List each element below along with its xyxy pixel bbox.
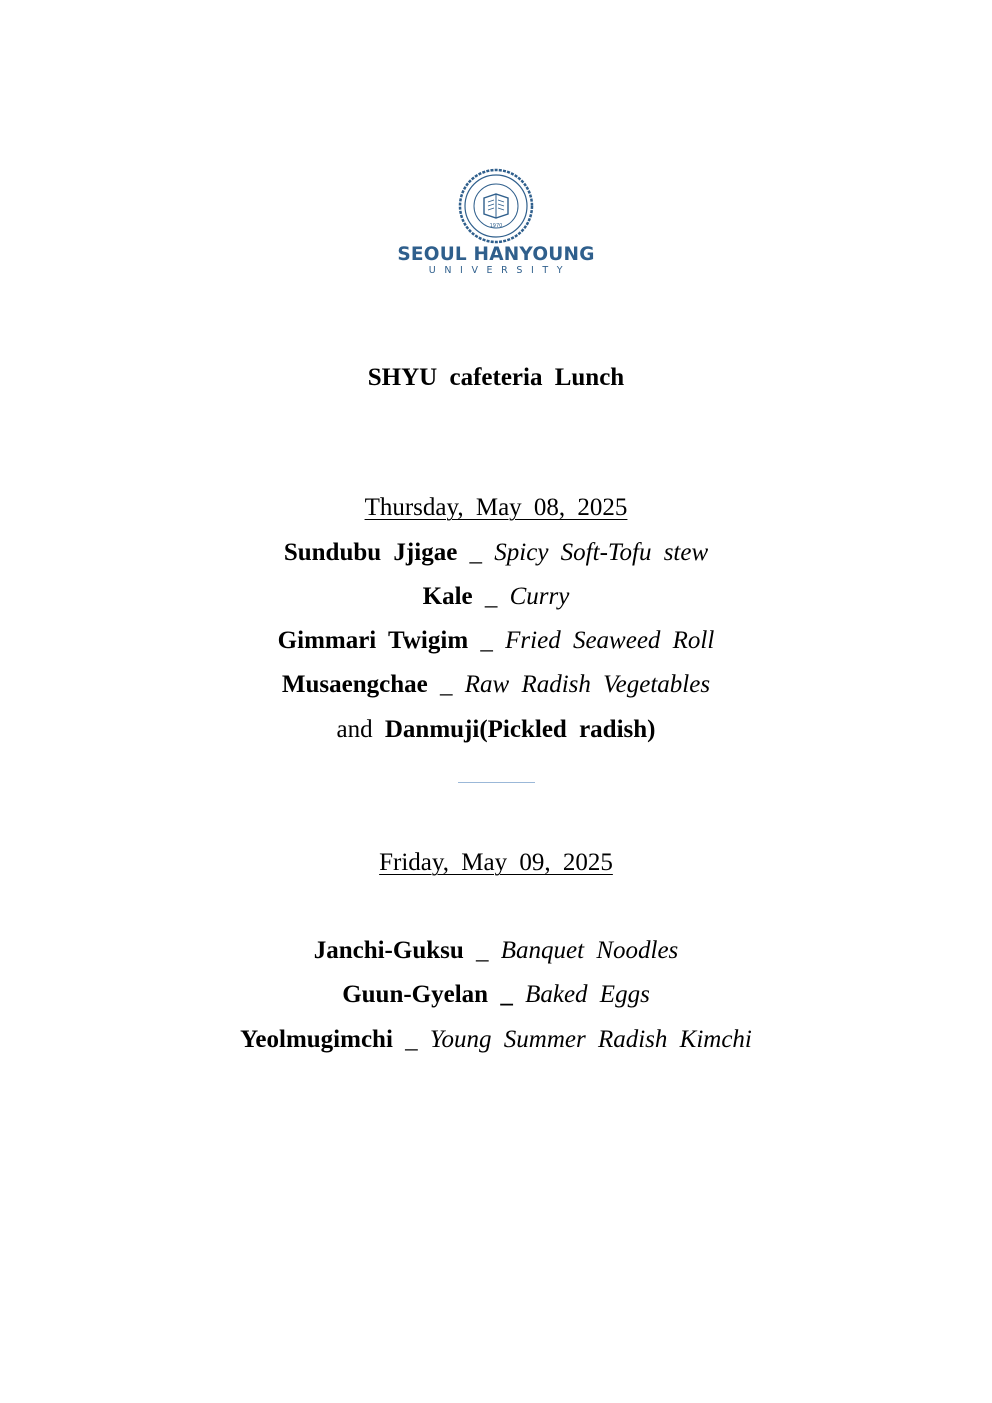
dish-description: Curry [509, 583, 570, 610]
university-seal-icon [458, 168, 534, 244]
section-divider [458, 782, 535, 783]
menu-item [0, 670, 992, 700]
dish-name: Sundubu Jjigae [283, 539, 458, 566]
extra-prefix: and [336, 716, 373, 743]
day-heading-friday [0, 848, 992, 878]
separator: _ [469, 539, 483, 566]
separator: _ [500, 981, 513, 1008]
menu-item [0, 538, 992, 568]
dish-name: Gimmari Twigim [277, 627, 469, 654]
dish-name: Yeolmugimchi [240, 1026, 393, 1053]
separator: _ [440, 671, 453, 698]
menu-item [0, 582, 992, 612]
seal-year: 1970 [489, 223, 503, 229]
menu-item-extra [0, 715, 992, 745]
menu-item [0, 980, 992, 1010]
separator: _ [476, 937, 489, 964]
date-label: Friday, May 09, 2025 [379, 849, 613, 876]
dish-description: Fried Seaweed Roll [505, 627, 715, 654]
dish-name: Danmuji(Pickled radish) [384, 716, 656, 743]
dish-description: Raw Radish Vegetables [464, 671, 711, 698]
date-label: Thursday, May 08, 2025 [364, 494, 628, 521]
dish-name: Guun-Gyelan [342, 981, 489, 1008]
university-logo [396, 168, 596, 280]
separator: _ [480, 627, 493, 654]
dish-name: Musaengchae [281, 671, 428, 698]
dish-description: Baked Eggs [525, 981, 650, 1008]
day-heading-thursday [0, 493, 992, 523]
menu-item [0, 1025, 992, 1055]
page-title: SHYU cafeteria Lunch [367, 364, 625, 391]
logo-name: SEOUL HANYOUNG [397, 244, 595, 265]
menu-item [0, 936, 992, 966]
logo-subtitle: UNIVERSITY [428, 265, 572, 276]
dish-description: Spicy Soft-Tofu stew [494, 539, 709, 566]
separator: _ [484, 583, 498, 610]
menu-item [0, 626, 992, 656]
separator: _ [405, 1026, 418, 1053]
dish-description: Banquet Noodles [500, 937, 679, 964]
dish-name: Kale [422, 583, 473, 610]
dish-name: Janchi-Guksu [313, 937, 464, 964]
dish-description: Young Summer Radish Kimchi [429, 1026, 752, 1053]
